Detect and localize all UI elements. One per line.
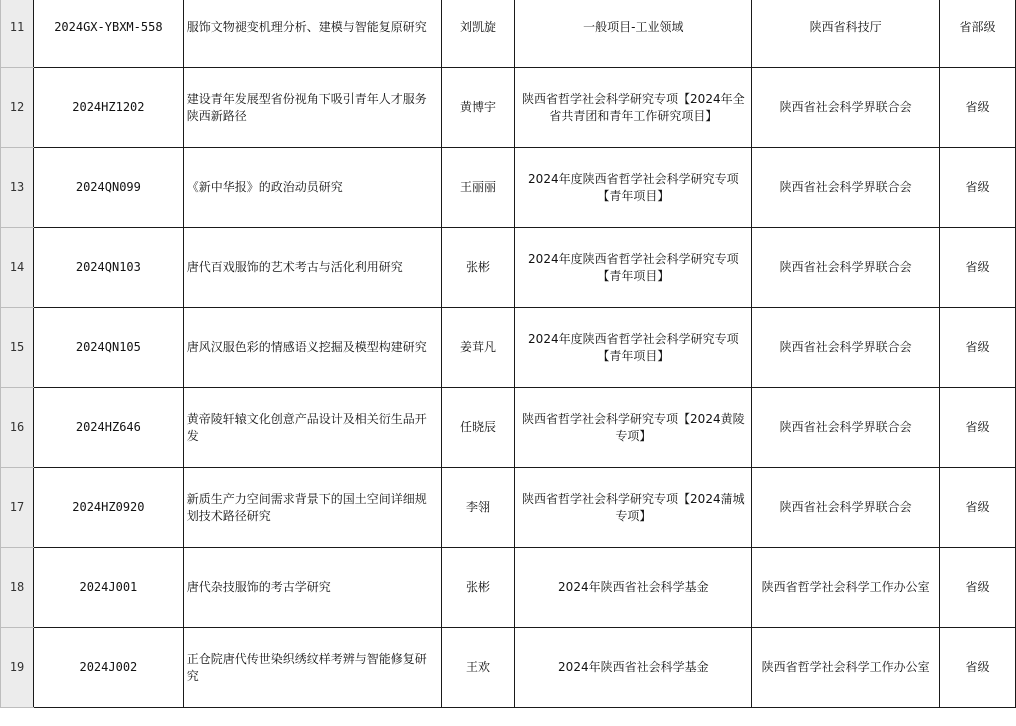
department-cell[interactable]: 陕西省社会科学界联合会 — [752, 308, 940, 388]
row-number-cell[interactable]: 14 — [1, 228, 34, 308]
person-name-cell[interactable]: 王欢 — [441, 628, 515, 708]
row-number-cell[interactable]: 13 — [1, 148, 34, 228]
category-cell[interactable]: 陕西省哲学社会科学研究专项【2024黄陵专项】 — [515, 388, 752, 468]
project-code-cell[interactable]: 2024QN099 — [33, 148, 183, 228]
department-cell[interactable]: 陕西省社会科学界联合会 — [752, 148, 940, 228]
row-number-cell[interactable]: 17 — [1, 468, 34, 548]
project-title-cell[interactable]: 唐代杂技服饰的考古学研究 — [183, 548, 441, 628]
department-cell[interactable]: 陕西省科技厅 — [752, 0, 940, 68]
table-row[interactable] — [1, 68, 1016, 148]
category-cell[interactable]: 2024年度陕西省哲学社会科学研究专项【青年项目】 — [515, 228, 752, 308]
table-row[interactable] — [1, 548, 1016, 628]
level-cell[interactable]: 省级 — [940, 548, 1016, 628]
department-cell[interactable]: 陕西省社会科学界联合会 — [752, 468, 940, 548]
table-row[interactable] — [1, 228, 1016, 308]
level-cell[interactable]: 省级 — [940, 388, 1016, 468]
category-cell[interactable]: 2024年陕西省社会科学基金 — [515, 628, 752, 708]
project-title-cell[interactable]: 正仓院唐代传世染织绣纹样考辨与智能修复研究 — [183, 628, 441, 708]
category-cell[interactable]: 一般项目-工业领域 — [515, 0, 752, 68]
row-number-cell[interactable]: 11 — [1, 0, 34, 68]
level-cell[interactable]: 省级 — [940, 628, 1016, 708]
level-cell[interactable]: 省级 — [940, 468, 1016, 548]
table-row[interactable] — [1, 148, 1016, 228]
department-cell[interactable]: 陕西省社会科学界联合会 — [752, 388, 940, 468]
table-row[interactable] — [1, 308, 1016, 388]
project-title-cell[interactable]: 唐风汉服色彩的情感语义挖掘及模型构建研究 — [183, 308, 441, 388]
level-cell[interactable]: 省部级 — [940, 0, 1016, 68]
person-name-cell[interactable]: 张彬 — [441, 548, 515, 628]
category-cell[interactable]: 陕西省哲学社会科学研究专项【2024蒲城专项】 — [515, 468, 752, 548]
project-title-cell[interactable]: 唐代百戏服饰的艺术考古与活化利用研究 — [183, 228, 441, 308]
table-row[interactable] — [1, 0, 1016, 68]
row-number-cell[interactable]: 12 — [1, 68, 34, 148]
department-cell[interactable]: 陕西省哲学社会科学工作办公室 — [752, 548, 940, 628]
table-row[interactable] — [1, 468, 1016, 548]
project-title-cell[interactable]: 新质生产力空间需求背景下的国土空间详细规划技术路径研究 — [183, 468, 441, 548]
category-cell[interactable]: 2024年度陕西省哲学社会科学研究专项【青年项目】 — [515, 308, 752, 388]
person-name-cell[interactable]: 李翎 — [441, 468, 515, 548]
project-code-cell[interactable]: 2024QN105 — [33, 308, 183, 388]
row-number-cell[interactable]: 15 — [1, 308, 34, 388]
department-cell[interactable]: 陕西省哲学社会科学工作办公室 — [752, 628, 940, 708]
person-name-cell[interactable]: 刘凯旋 — [441, 0, 515, 68]
row-number-cell[interactable]: 19 — [1, 628, 34, 708]
project-code-cell[interactable]: 2024QN103 — [33, 228, 183, 308]
project-title-cell[interactable]: 服饰文物褪变机理分析、建模与智能复原研究 — [183, 0, 441, 68]
row-number-cell[interactable]: 16 — [1, 388, 34, 468]
project-table-body — [1, 0, 1016, 708]
level-cell[interactable]: 省级 — [940, 68, 1016, 148]
project-code-cell[interactable]: 2024GX-YBXM-558 — [33, 0, 183, 68]
person-name-cell[interactable]: 张彬 — [441, 228, 515, 308]
project-code-cell[interactable]: 2024HZ646 — [33, 388, 183, 468]
project-title-cell[interactable]: 黄帝陵轩辕文化创意产品设计及相关衍生品开发 — [183, 388, 441, 468]
project-code-cell[interactable]: 2024J001 — [33, 548, 183, 628]
table-row[interactable] — [1, 388, 1016, 468]
project-title-cell[interactable]: 建设青年发展型省份视角下吸引青年人才服务陕西新路径 — [183, 68, 441, 148]
project-code-cell[interactable]: 2024J002 — [33, 628, 183, 708]
person-name-cell[interactable]: 姜茸凡 — [441, 308, 515, 388]
level-cell[interactable]: 省级 — [940, 148, 1016, 228]
person-name-cell[interactable]: 任晓辰 — [441, 388, 515, 468]
person-name-cell[interactable]: 黄博宇 — [441, 68, 515, 148]
level-cell[interactable]: 省级 — [940, 228, 1016, 308]
person-name-cell[interactable]: 王丽丽 — [441, 148, 515, 228]
project-code-cell[interactable]: 2024HZ1202 — [33, 68, 183, 148]
department-cell[interactable]: 陕西省社会科学界联合会 — [752, 68, 940, 148]
row-number-cell[interactable]: 18 — [1, 548, 34, 628]
project-title-cell[interactable]: 《新中华报》的政治动员研究 — [183, 148, 441, 228]
level-cell[interactable]: 省级 — [940, 308, 1016, 388]
category-cell[interactable]: 陕西省哲学社会科学研究专项【2024年全省共青团和青年工作研究项目】 — [515, 68, 752, 148]
project-code-cell[interactable]: 2024HZ0920 — [33, 468, 183, 548]
department-cell[interactable]: 陕西省社会科学界联合会 — [752, 228, 940, 308]
table-row[interactable] — [1, 628, 1016, 708]
category-cell[interactable]: 2024年陕西省社会科学基金 — [515, 548, 752, 628]
category-cell[interactable]: 2024年度陕西省哲学社会科学研究专项【青年项目】 — [515, 148, 752, 228]
